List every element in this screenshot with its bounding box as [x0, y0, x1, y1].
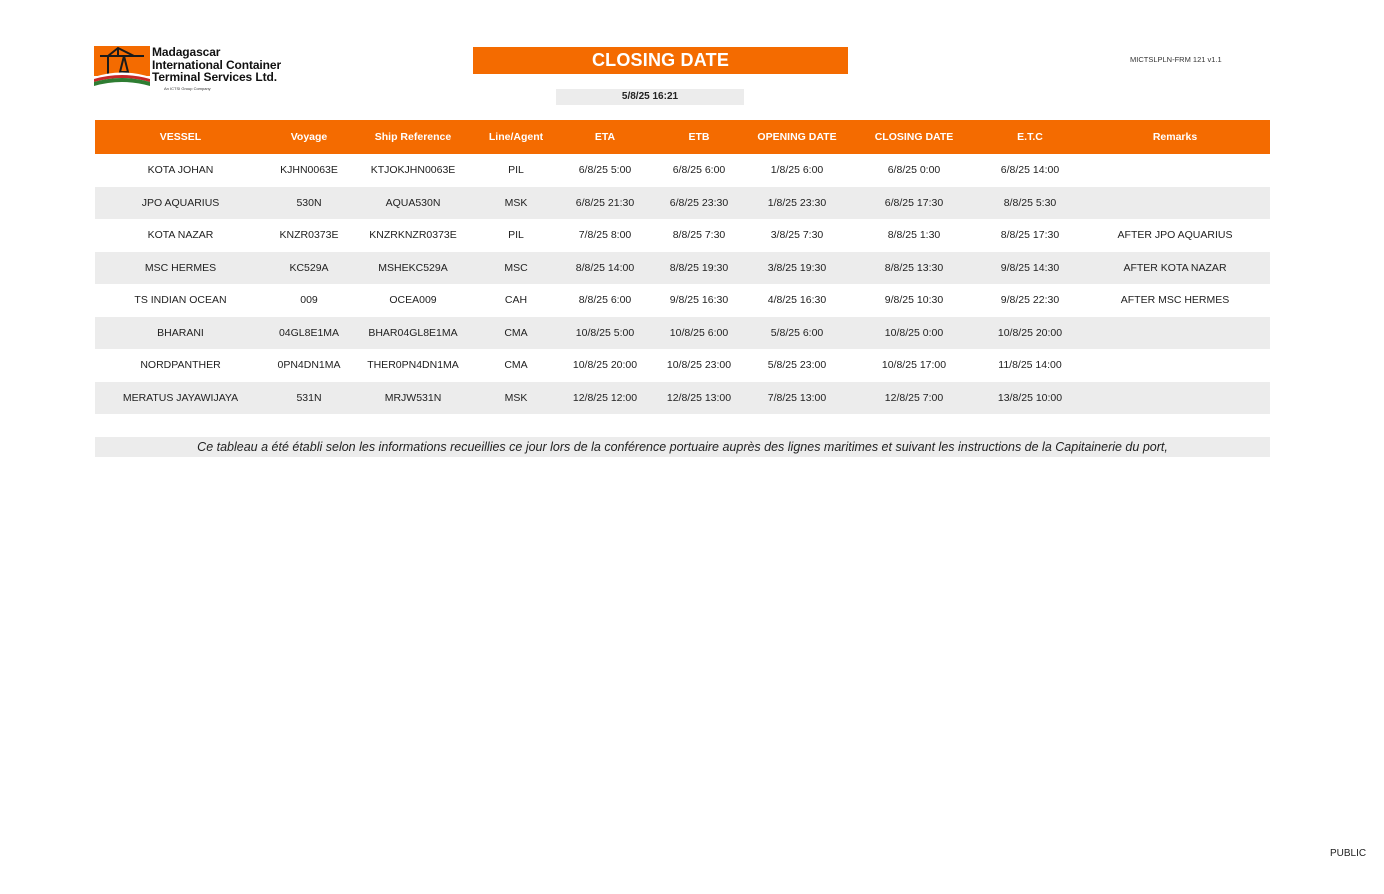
disclaimer-note: Ce tableau a été établi selon les informations recueillies ce jour lors de la conférence portuaire auprès des lignes maritimes et suivant les instructions de la Capitainerie du port, — [95, 437, 1270, 457]
company-name-line-1: Madagascar — [152, 45, 221, 59]
table-row — [95, 284, 1270, 317]
cell-ship-reference: MSHEKC529A — [352, 252, 474, 285]
column-header: ETA — [558, 120, 652, 154]
column-header: Voyage — [266, 120, 352, 154]
cell-line-agent: MSK — [474, 187, 558, 220]
cell-vessel: MSC HERMES — [95, 252, 266, 285]
cell-etb: 9/8/25 16:30 — [669, 294, 729, 307]
cell-line-agent: MSC — [474, 252, 558, 285]
cell-etc: 10/8/25 20:00 — [980, 317, 1080, 350]
cell-opening-date: 3/8/25 7:30 — [770, 229, 824, 242]
cell-remarks: AFTER KOTA NAZAR — [1080, 252, 1270, 285]
cell-etb: 8/8/25 7:30 — [672, 229, 726, 242]
cell-vessel: KOTA NAZAR — [147, 229, 214, 242]
cell-etc: 13/8/25 10:00 — [980, 382, 1080, 415]
cell-etc: 9/8/25 22:30 — [1000, 294, 1060, 307]
column-header: E.T.C — [980, 120, 1080, 154]
cell-etc: 8/8/25 5:30 — [980, 187, 1080, 220]
cell-eta: 6/8/25 21:30 — [558, 187, 652, 220]
table-row — [95, 154, 1270, 187]
classification-label: PUBLIC — [1330, 848, 1367, 859]
cell-etc: 6/8/25 14:00 — [1000, 164, 1060, 177]
cell-voyage: 009 — [300, 294, 318, 307]
cell-ship-reference: BHAR04GL8E1MA — [352, 317, 474, 350]
cell-etb: 6/8/25 6:00 — [672, 164, 726, 177]
cell-voyage: KC529A — [266, 252, 352, 285]
cell-remarks: AFTER MSC HERMES — [1120, 294, 1230, 307]
cell-etb: 12/8/25 13:00 — [652, 382, 746, 415]
cell-vessel: JPO AQUARIUS — [95, 187, 266, 220]
cell-vessel: NORDPANTHER — [140, 359, 221, 372]
table-row — [95, 219, 1270, 252]
column-header: Line/Agent — [474, 120, 558, 154]
cell-closing-date: 6/8/25 0:00 — [887, 164, 941, 177]
cell-ship-reference: MRJW531N — [352, 382, 474, 415]
table-row — [95, 382, 1270, 415]
company-logo — [94, 44, 294, 94]
cell-opening-date: 1/8/25 6:00 — [770, 164, 824, 177]
cell-etc: 8/8/25 17:30 — [1000, 229, 1060, 242]
form-code: MICTSLPLN-FRM 121 v1.1 — [1130, 55, 1222, 64]
company-name — [152, 46, 281, 84]
column-header: Ship Reference — [352, 120, 474, 154]
cell-line-agent: PIL — [508, 229, 524, 242]
cell-etb: 10/8/25 6:00 — [652, 317, 746, 350]
cell-etc: 11/8/25 14:00 — [998, 359, 1062, 372]
cell-voyage: KNZR0373E — [279, 229, 339, 242]
column-header: CLOSING DATE — [848, 120, 980, 154]
cell-closing-date: 10/8/25 17:00 — [881, 359, 947, 372]
cell-eta: 8/8/25 14:00 — [558, 252, 652, 285]
cell-vessel: BHARANI — [95, 317, 266, 350]
cell-line-agent: CMA — [474, 317, 558, 350]
cell-eta: 7/8/25 8:00 — [578, 229, 632, 242]
cell-opening-date: 5/8/25 23:00 — [767, 359, 827, 372]
report-datetime: 5/8/25 16:21 — [556, 89, 744, 105]
cell-opening-date: 3/8/25 19:30 — [746, 252, 848, 285]
cell-line-agent: CMA — [504, 359, 528, 372]
cell-line-agent: MSK — [474, 382, 558, 415]
column-header: ETB — [652, 120, 746, 154]
cell-closing-date: 6/8/25 17:30 — [848, 187, 980, 220]
cell-eta: 10/8/25 20:00 — [572, 359, 638, 372]
table-row — [95, 349, 1270, 382]
cell-ship-reference: THER0PN4DN1MA — [367, 359, 459, 372]
cell-voyage: 530N — [266, 187, 352, 220]
cell-eta: 10/8/25 5:00 — [558, 317, 652, 350]
company-name-line-2: International Container — [152, 57, 282, 72]
cell-line-agent: PIL — [508, 164, 524, 177]
cell-remarks: AFTER JPO AQUARIUS — [1117, 229, 1233, 242]
column-header: OPENING DATE — [746, 120, 848, 154]
cell-voyage: 04GL8E1MA — [266, 317, 352, 350]
cell-remarks — [1080, 154, 1270, 187]
cell-opening-date: 5/8/25 6:00 — [746, 317, 848, 350]
cell-vessel: TS INDIAN OCEAN — [134, 294, 227, 307]
cell-ship-reference: KNZRKNZR0373E — [369, 229, 457, 242]
cell-line-agent: CAH — [504, 294, 528, 307]
cell-eta: 6/8/25 5:00 — [578, 164, 632, 177]
cell-closing-date: 12/8/25 7:00 — [848, 382, 980, 415]
cell-eta: 12/8/25 12:00 — [558, 382, 652, 415]
crane-logo-icon — [94, 46, 150, 86]
table-row — [95, 317, 1270, 350]
cell-vessel: KOTA JOHAN — [147, 164, 214, 177]
cell-remarks — [1080, 187, 1270, 220]
table-header-row — [95, 120, 1270, 154]
cell-etb: 10/8/25 23:00 — [666, 359, 732, 372]
cell-remarks — [1080, 349, 1270, 382]
cell-ship-reference: KTJOKJHN0063E — [370, 164, 456, 177]
cell-eta: 8/8/25 6:00 — [578, 294, 632, 307]
cell-ship-reference: AQUA530N — [352, 187, 474, 220]
cell-opening-date: 4/8/25 16:30 — [767, 294, 827, 307]
cell-etc: 9/8/25 14:30 — [980, 252, 1080, 285]
cell-closing-date: 9/8/25 10:30 — [884, 294, 944, 307]
table-row — [95, 187, 1270, 220]
column-header: Remarks — [1080, 120, 1270, 154]
cell-voyage: KJHN0063E — [280, 164, 338, 177]
cell-opening-date: 7/8/25 13:00 — [746, 382, 848, 415]
company-name-line-3: Terminal Services Ltd. — [152, 70, 277, 84]
cell-voyage: 531N — [266, 382, 352, 415]
cell-remarks — [1080, 317, 1270, 350]
cell-closing-date: 8/8/25 1:30 — [887, 229, 941, 242]
cell-etb: 8/8/25 19:30 — [652, 252, 746, 285]
cell-closing-date: 8/8/25 13:30 — [848, 252, 980, 285]
page-title: CLOSING DATE — [473, 47, 848, 74]
cell-voyage: 0PN4DN1MA — [277, 359, 341, 372]
cell-closing-date: 10/8/25 0:00 — [848, 317, 980, 350]
cell-opening-date: 1/8/25 23:30 — [746, 187, 848, 220]
cell-remarks — [1080, 382, 1270, 415]
cell-etb: 6/8/25 23:30 — [652, 187, 746, 220]
column-header: VESSEL — [95, 120, 266, 154]
company-tagline: An ICTSI Group Company — [164, 86, 211, 91]
closing-date-table — [95, 120, 1270, 414]
cell-ship-reference: OCEA009 — [389, 294, 437, 307]
cell-vessel: MERATUS JAYAWIJAYA — [95, 382, 266, 415]
table-row — [95, 252, 1270, 285]
